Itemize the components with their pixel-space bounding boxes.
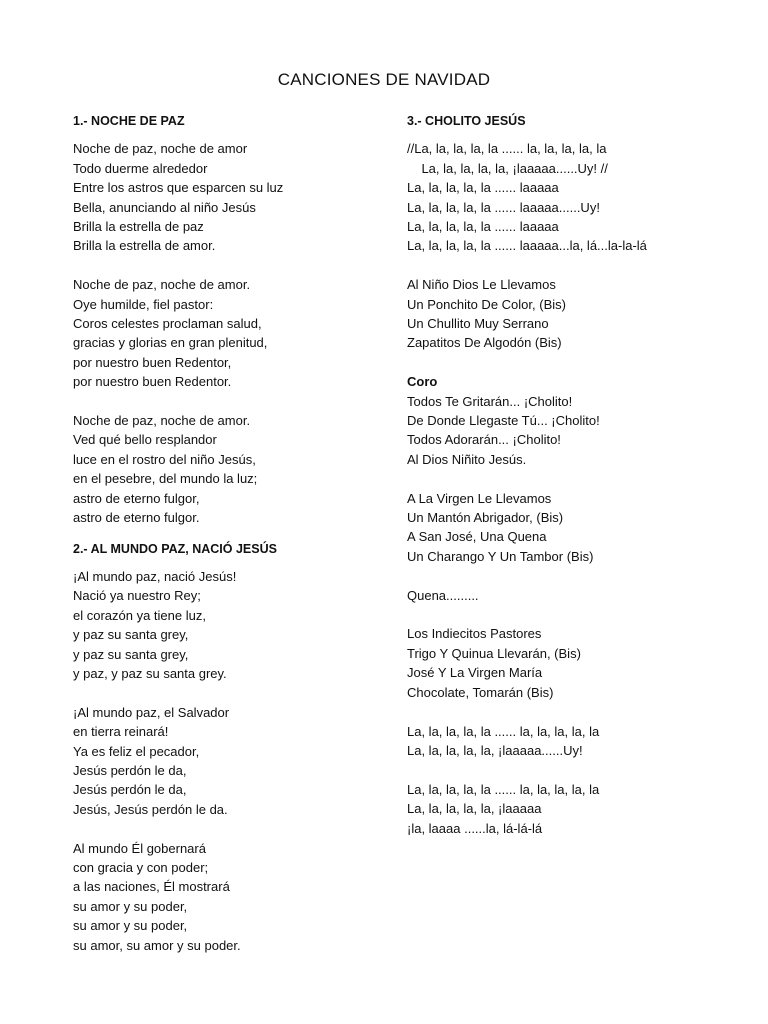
- lyric-line: Al mundo Él gobernará: [73, 840, 206, 856]
- lyric-line: ¡Al mundo paz, nació Jesús!: [73, 568, 237, 584]
- song-heading: 3.- CHOLITO JESÚS: [407, 114, 526, 128]
- lyric-line: La, la, la, la, la, ¡laaaaa......Uy!: [407, 742, 583, 758]
- lyric-line: y paz su santa grey,: [73, 646, 189, 662]
- lyric-line: su amor, su amor y su poder.: [73, 937, 241, 953]
- lyric-line: Jesús perdón le da,: [73, 782, 187, 798]
- song-heading: 1.- NOCHE DE PAZ: [73, 114, 185, 128]
- lyric-line: Al Niño Dios Le Llevamos: [407, 277, 556, 293]
- lyric-line: La, la, la, la, la, ¡laaaaa......Uy! //: [407, 160, 608, 176]
- stanza: [407, 489, 727, 567]
- lyric-line: Un Chullito Muy Serrano: [407, 316, 549, 332]
- stanza: [73, 703, 373, 819]
- lyric-line: Los Indiecitos Pastores: [407, 626, 542, 642]
- lyric-line: el corazón ya tiene luz,: [73, 607, 206, 623]
- lyric-line: por nuestro buen Redentor,: [73, 354, 232, 370]
- lyric-line: La, la, la, la, la ...... laaaaa...la, lá...la-la-lá: [407, 238, 647, 254]
- stanza: [407, 624, 727, 702]
- stanza: [73, 139, 373, 255]
- lyric-line: en el pesebre, del mundo la luz;: [73, 471, 258, 487]
- lyric-line: Un Charango Y Un Tambor (Bis): [407, 548, 594, 564]
- lyric-line: Noche de paz, noche de amor.: [73, 277, 251, 293]
- lyric-line: Bella, anunciando al niño Jesús: [73, 199, 256, 215]
- stanza: [407, 722, 727, 761]
- lyric-line: De Donde Llegaste Tú... ¡Cholito!: [407, 413, 600, 429]
- lyric-line: Chocolate, Tomarán (Bis): [407, 684, 554, 700]
- stanza: [407, 372, 727, 469]
- lyric-line: a las naciones, Él mostrará: [73, 879, 230, 895]
- lyric-line: su amor y su poder,: [73, 918, 188, 934]
- lyric-line: La, la, la, la, la ...... la, la, la, la, la: [407, 781, 600, 797]
- lyric-line: A La Virgen Le Llevamos: [407, 490, 552, 506]
- lyric-line: Ya es feliz el pecador,: [73, 743, 200, 759]
- lyric-line: La, la, la, la, la, ¡laaaaa: [407, 801, 542, 817]
- lyric-line: La, la, la, la, la ...... laaaaa: [407, 180, 559, 196]
- lyric-line: Ved qué bello resplandor: [73, 432, 217, 448]
- lyric-line: Un Mantón Abrigador, (Bis): [407, 510, 564, 526]
- lyric-line: Al Dios Niñito Jesús.: [407, 451, 527, 467]
- stanza: [407, 275, 727, 353]
- document-title: CANCIONES DE NAVIDAD: [277, 70, 491, 89]
- lyric-line: La, la, la, la, la ...... laaaaa......Uy!: [407, 199, 600, 215]
- lyric-line: Brilla la estrella de paz: [73, 219, 204, 235]
- stanza: [407, 139, 727, 255]
- lyric-line: Entre los astros que esparcen su luz: [73, 180, 284, 196]
- lyric-line: Todos Te Gritarán... ¡Cholito!: [407, 393, 573, 409]
- lyric-line: Jesús perdón le da,: [73, 762, 187, 778]
- lyric-line: //La, la, la, la, la ...... la, la, la, la, la: [407, 141, 607, 157]
- lyric-line: Noche de paz, noche de amor.: [73, 413, 251, 429]
- lyric-line: Trigo Y Quinua Llevarán, (Bis): [407, 645, 581, 661]
- lyric-line: José Y La Virgen María: [407, 665, 543, 681]
- song-1: [73, 112, 373, 528]
- lyric-line: luce en el rostro del niño Jesús,: [73, 451, 256, 467]
- lyric-line: Oye humilde, fiel pastor:: [73, 296, 214, 312]
- right-column: [407, 112, 727, 844]
- lyric-line: Noche de paz, noche de amor: [73, 141, 248, 157]
- lyric-line: ¡Al mundo paz, el Salvador: [73, 704, 230, 720]
- lyric-line: Todos Adorarán... ¡Cholito!: [407, 432, 561, 448]
- lyric-line: Todo duerme alrededor: [73, 160, 208, 176]
- song-heading: 2.- AL MUNDO PAZ, NACIÓ JESÚS: [73, 541, 277, 556]
- stanza: [73, 275, 373, 391]
- lyric-line: su amor y su poder,: [73, 898, 188, 914]
- stanza: [407, 780, 727, 838]
- lyric-line: Nació ya nuestro Rey;: [73, 588, 201, 604]
- left-column: [73, 112, 373, 961]
- stanza: [407, 586, 727, 605]
- lyric-line: gracias y glorias en gran plenitud,: [73, 335, 268, 351]
- lyric-line: La, la, la, la, la ...... la, la, la, la, la: [407, 723, 600, 739]
- lyric-line: Brilla la estrella de amor.: [73, 238, 216, 254]
- lyric-line: Un Ponchito De Color, (Bis): [407, 296, 566, 312]
- lyric-line: Coro: [407, 374, 438, 390]
- lyric-line: La, la, la, la, la ...... laaaaa: [407, 219, 559, 235]
- stanza: [73, 411, 373, 527]
- lyric-line: y paz, y paz su santa grey.: [73, 665, 227, 681]
- lyric-line: astro de eterno fulgor.: [73, 510, 200, 526]
- lyric-line: Zapatitos De Algodón (Bis): [407, 335, 562, 351]
- lyric-line: Quena.........: [407, 587, 479, 603]
- lyric-line: en tierra reinará!: [73, 724, 169, 740]
- lyric-line: y paz su santa grey,: [73, 627, 189, 643]
- lyric-line: con gracia y con poder;: [73, 859, 209, 875]
- lyric-line: Coros celestes proclaman salud,: [73, 316, 262, 332]
- stanza: [73, 567, 373, 683]
- lyric-line: Jesús, Jesús perdón le da.: [73, 801, 228, 817]
- lyric-line: astro de eterno fulgor,: [73, 490, 200, 506]
- stanza: [73, 839, 373, 955]
- lyric-line: ¡la, laaaa ......la, lá-lá-lá: [407, 820, 543, 836]
- song-2: [73, 540, 373, 956]
- lyric-line: por nuestro buen Redentor.: [73, 374, 232, 390]
- lyric-line: A San José, Una Quena: [407, 529, 547, 545]
- song-1: [407, 112, 727, 838]
